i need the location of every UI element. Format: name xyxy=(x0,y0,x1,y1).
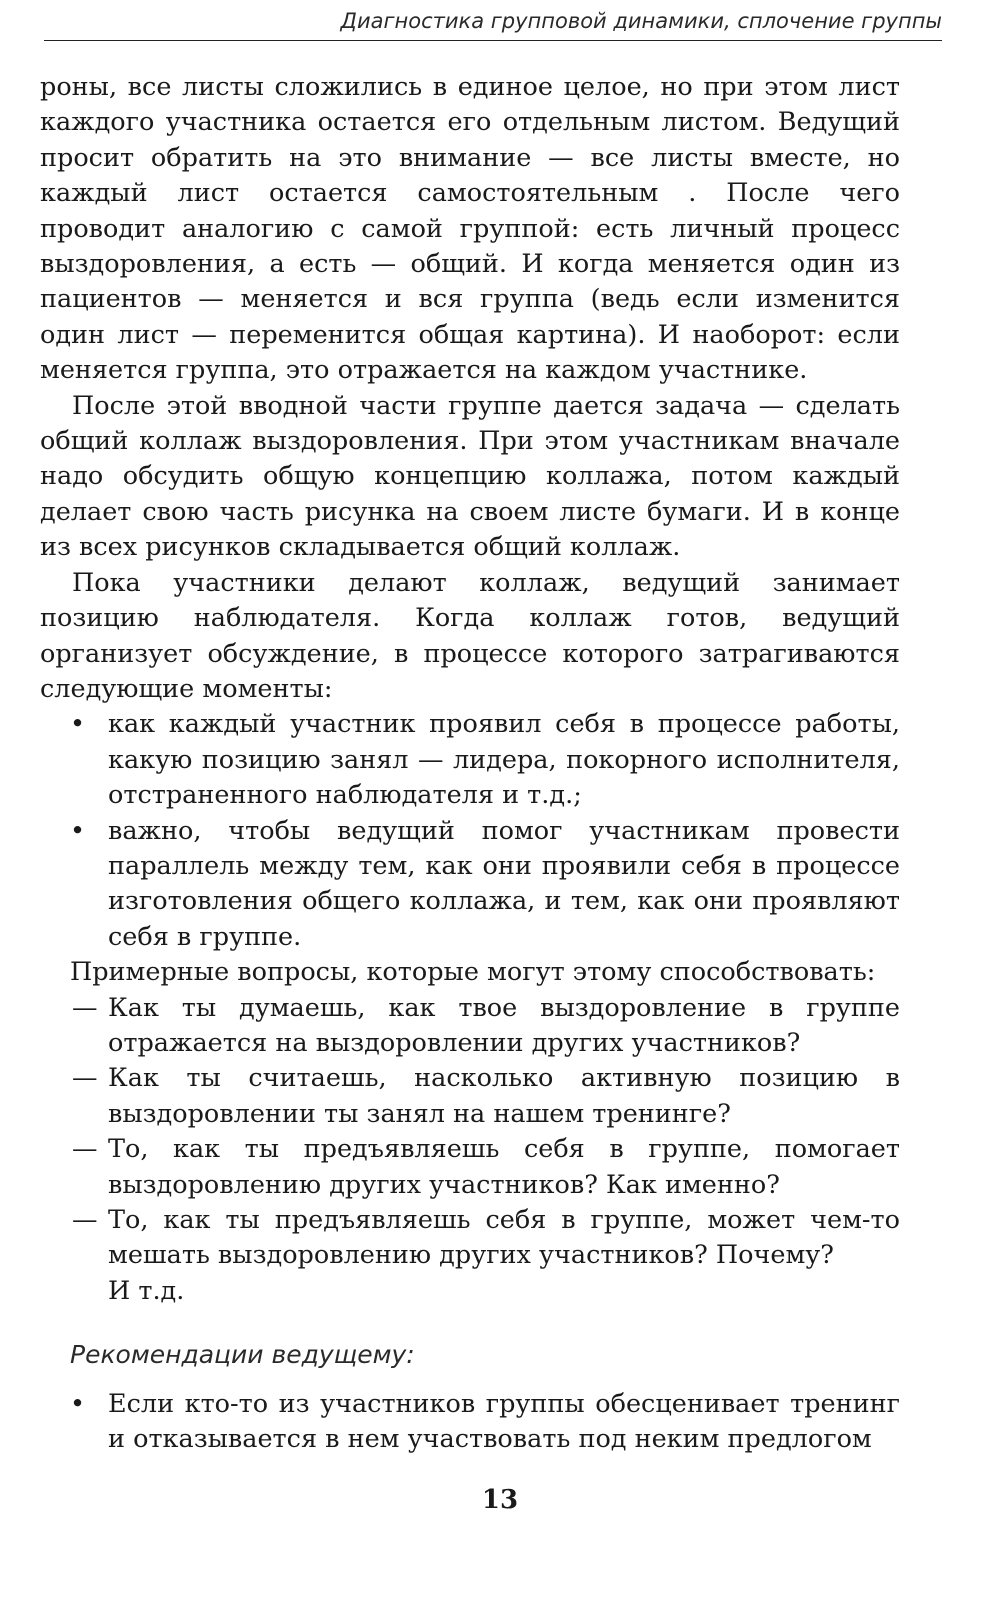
list-item xyxy=(40,707,900,813)
etc-line: И т.д. xyxy=(108,1275,185,1306)
running-header-title: Диагностика групповой динамики, сплочение группы xyxy=(340,9,942,33)
bullet-marker: • xyxy=(70,709,86,740)
dash-marker: — xyxy=(72,1134,98,1165)
list-item xyxy=(40,1061,900,1132)
question-text: Как ты думаешь, как твое выздоровление в группе отражается на выздоровлении других участников? xyxy=(108,992,900,1058)
dash-marker: — xyxy=(72,1205,98,1235)
running-header xyxy=(44,6,942,41)
list-item xyxy=(40,1387,900,1458)
list-item-text: как каждый участник проявил себя в процессе работы, какую позицию занял — лидера, покорного исполнителя, отстраненного наблюдателя и т.д.; xyxy=(108,709,900,811)
list-item xyxy=(40,1203,900,1274)
dash-marker: — xyxy=(72,992,98,1023)
question-text: Как ты считаешь, насколько активную позицию в выздоровлении ты занял на нашем тренинге? xyxy=(108,1063,900,1129)
paragraph-continuation: роны, все листы сложились в единое целое, но при этом лист каждого участника остается его отдельным листом. Ведущий просит обратить на это внимание — все листы вместе, но каждый лист остается самостоятельным . После чего проводит аналогию с самой группой: есть личный процесс выздоровления, а есть — общий. И когда меняется один из пациентов — меняется и вся группа (ведь если изменится один лист — переменится общая картина). И наоборот: если меняется группа, это отражается на каждом участнике. xyxy=(40,72,900,386)
question-text: То, как ты предъявляешь себя в группе, помогает выздоровлению других участников? Как именно? xyxy=(108,1134,900,1200)
page-body xyxy=(40,70,900,1457)
sample-questions-list xyxy=(40,991,900,1274)
list-item xyxy=(40,991,900,1062)
paragraph-discussion: Пока участники делают коллаж, ведущий занимает позицию наблюдателя. Когда коллаж готов, ведущий организует обсуждение, в процессе которого затрагиваются следующие моменты: xyxy=(40,567,900,704)
section-heading: Рекомендации ведущему: xyxy=(70,1340,415,1370)
question-text: То, как ты предъявляешь себя в группе, может чем-то мешать выздоровлению других участников? Почему? xyxy=(108,1205,900,1271)
list-item-text: важно, чтобы ведущий помог участникам провести параллель между тем, как они проявили себя в процессе изготовления общего коллажа, и тем, как они проявляют себя в группе. xyxy=(108,815,900,952)
bullet-marker: • xyxy=(70,1388,86,1419)
list-item-text: Если кто-то из участников группы обесценивает тренинг и отказывается в нем участвовать под неким предлогом xyxy=(108,1388,900,1455)
list-item xyxy=(40,814,900,956)
bullet-marker: • xyxy=(70,815,86,846)
questions-intro: Примерные вопросы, которые могут этому способствовать: xyxy=(70,957,876,988)
recommendations-list xyxy=(40,1387,900,1458)
page-number: 13 xyxy=(481,1485,519,1515)
discussion-points-list xyxy=(40,707,900,955)
paragraph-task: После этой вводной части группе дается задача — сделать общий коллаж выздоровления. При этом участникам вначале надо обсудить общую концепцию коллажа, потом каждый делает свою часть рисунка на своем листе бумаги. И в конце из всех рисунков складывается общий коллаж. xyxy=(40,390,900,563)
list-item xyxy=(40,1132,900,1203)
dash-marker: — xyxy=(72,1063,98,1094)
